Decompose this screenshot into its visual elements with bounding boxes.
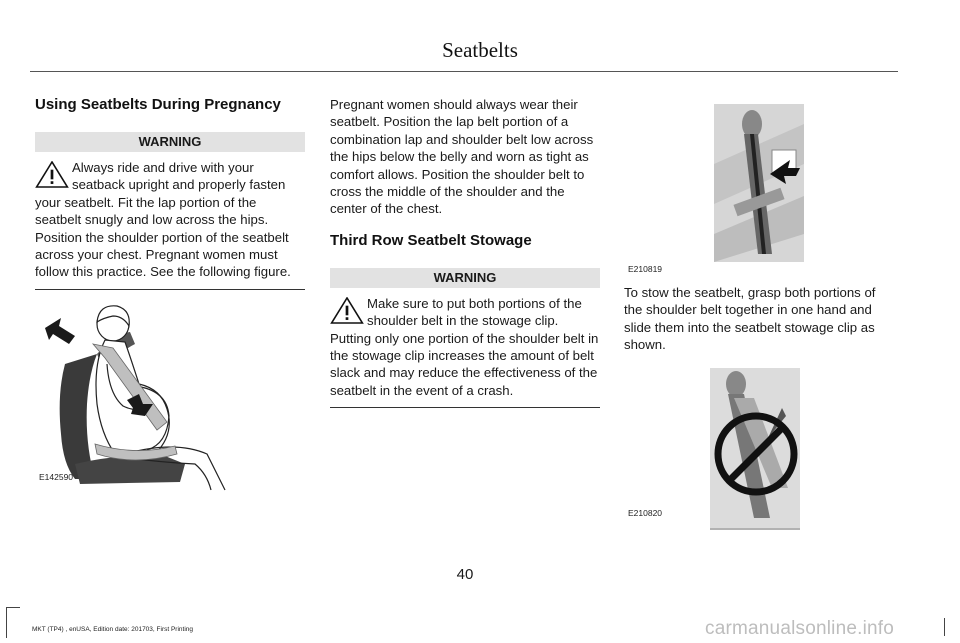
warning-triangle-icon (35, 161, 69, 188)
column-3 (624, 104, 894, 540)
crop-mark-right (944, 618, 945, 636)
pregnancy-heading: Using Seatbelts During Pregnancy (35, 96, 281, 113)
figure-code: E210820 (628, 507, 663, 518)
pregnancy-paragraph: Pregnant women should always wear their seatbelt. Position the lap belt portion of a combination lap and shoulder belt low across the hips below the belly and worn as tight as comfort allows. Position the shoulder belt to cross the middle of the shoulder and the center of the chest. (330, 97, 594, 217)
figure-code: E142590 (39, 471, 74, 482)
column-1 (35, 96, 305, 494)
figure-pregnancy (35, 304, 305, 494)
header-rule (30, 71, 898, 72)
figure-stowage-incorrect (624, 368, 894, 540)
stowage-paragraph: To stow the seatbelt, grasp both portions of the shoulder belt together in one hand and slide them into the seatbelt stowage clip as shown. (624, 285, 876, 353)
warning-text: Make sure to put both portions of the shoulder belt in the stowage clip. Putting only one portion of the shoulder belt in the stowage clip increases the amount of belt slack and may reduce the effectiveness of the seatbelt in the event of a crash. (330, 295, 599, 398)
section-title: Seatbelts (442, 38, 518, 62)
figure-code: E210819 (628, 264, 663, 274)
page-number: 40 (456, 566, 474, 583)
warning-divider (35, 289, 305, 290)
column-2 (330, 96, 600, 408)
warning-divider (330, 407, 600, 408)
warning-bar: WARNING (330, 268, 600, 288)
edition-note: MKT (TP4) , enUSA, Edition date: 201703, First Printing (32, 626, 194, 633)
warning-bar: WARNING (35, 132, 305, 152)
figure-stowage-clip (624, 104, 894, 276)
warning-text: Always ride and drive with your seatback upright and properly fasten your seatbelt. Fit the lap portion of the seatbelt snugly and low across the hips. Position the shoulder portion of the seatbelt across your chest. Pregnant women must follow this practice. See the following figure. (35, 160, 291, 280)
watermark: carmanualsonline.info (705, 618, 895, 639)
seatbelt-clip-illustration (714, 104, 804, 262)
pregnant-woman-seatbelt-illustration (35, 304, 305, 494)
warning-block (35, 159, 305, 281)
seatbelt-incorrect-illustration (710, 368, 800, 530)
crop-mark-left (6, 607, 20, 638)
warning-block (330, 295, 600, 399)
stowage-heading: Third Row Seatbelt Stowage (330, 231, 532, 249)
warning-triangle-icon (330, 297, 364, 324)
